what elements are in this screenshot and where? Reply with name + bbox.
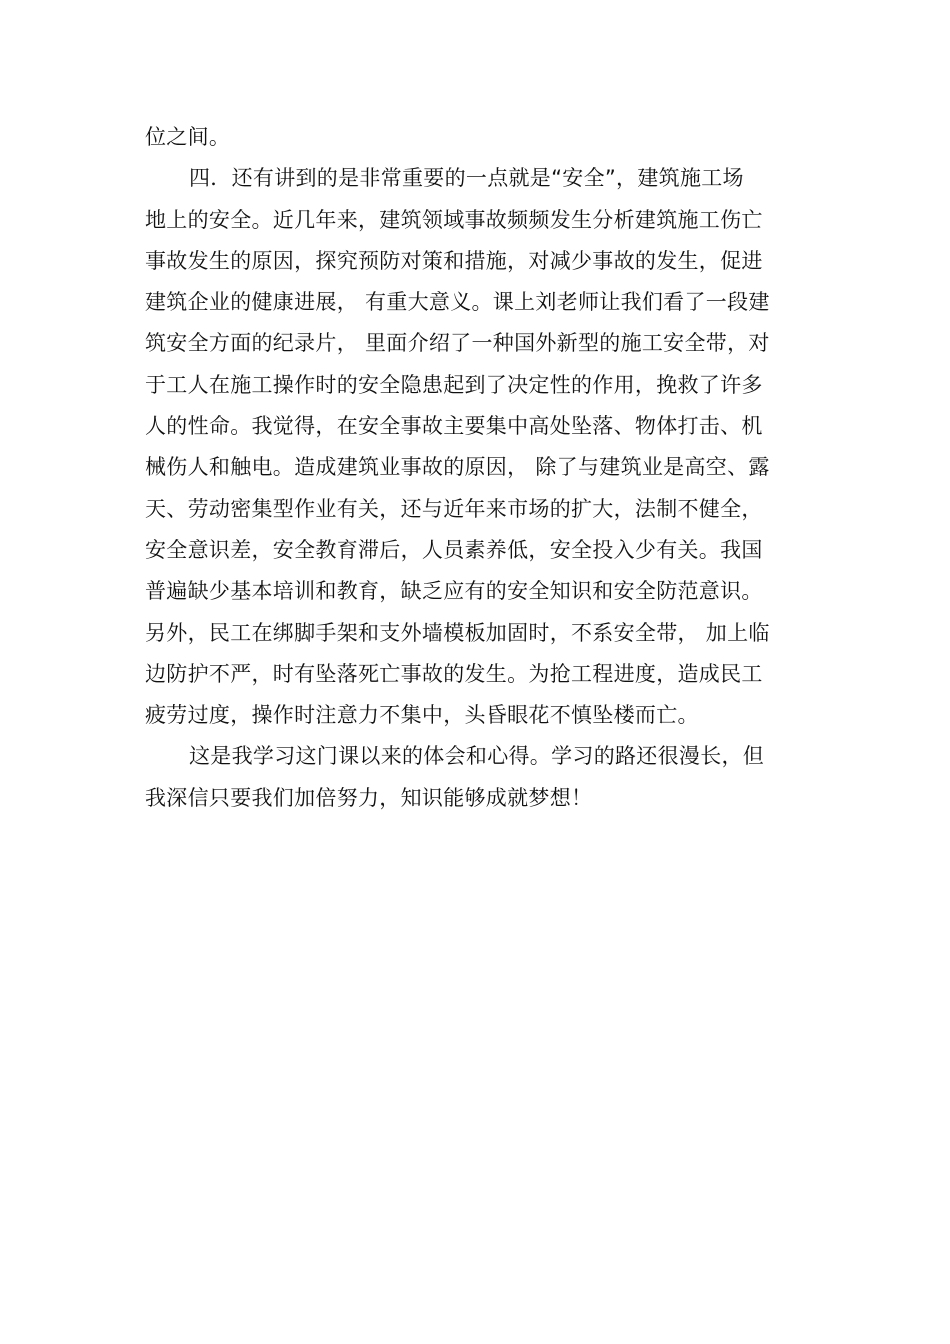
text-line: 事故发生的原因，探究预防对策和措施，对减少事故的发生，促进 xyxy=(145,248,763,273)
paragraph-start-line: 四．还有讲到的是非常重要的一点就是“安全”，建筑施工场 xyxy=(189,166,744,191)
text-line: 安全意识差，安全教育滞后，人员素养低，安全投入少有关。我国 xyxy=(145,537,763,562)
text-line: 建筑企业的健康进展， 有重大意义。课上刘老师让我们看了一段建 xyxy=(145,290,770,315)
text-line: 我深信只要我们加倍努力，知识能够成就梦想！ xyxy=(145,785,593,810)
text-line: 边防护不严，时有坠落死亡事故的发生。为抢工程进度，造成民工 xyxy=(145,661,763,686)
text-line: 于工人在施工操作时的安全隐患起到了决定性的作用，挽救了许多 xyxy=(145,372,763,397)
text-line: 地上的安全。近几年来，建筑领域事故频频发生分析建筑施工伤亡 xyxy=(145,207,763,232)
text-line: 天、劳动密集型作业有关，还与近年来市场的扩大，法制不健全， xyxy=(145,496,763,521)
text-line: 疲劳过度，操作时注意力不集中，头昏眼花不慎坠楼而亡。 xyxy=(145,703,699,728)
text-line: 人的性命。我觉得，在安全事故主要集中高处坠落、物体打击、机 xyxy=(145,414,763,439)
paragraph-start-line: 这是我学习这门课以来的体会和心得。学习的路还很漫长，但 xyxy=(189,744,765,769)
text-line: 普遍缺少基本培训和教育，缺乏应有的安全知识和安全防范意识。 xyxy=(145,579,763,604)
text-line: 械伤人和触电。造成建筑业事故的原因， 除了与建筑业是高空、露 xyxy=(145,455,770,480)
text-line: 筑安全方面的纪录片， 里面介绍了一种国外新型的施工安全带，对 xyxy=(145,331,770,356)
text-line: 另外，民工在绑脚手架和支外墙模板加固时，不系安全带， 加上临 xyxy=(145,620,770,645)
text-line: 位之间。 xyxy=(145,125,231,149)
body-text xyxy=(145,117,810,819)
